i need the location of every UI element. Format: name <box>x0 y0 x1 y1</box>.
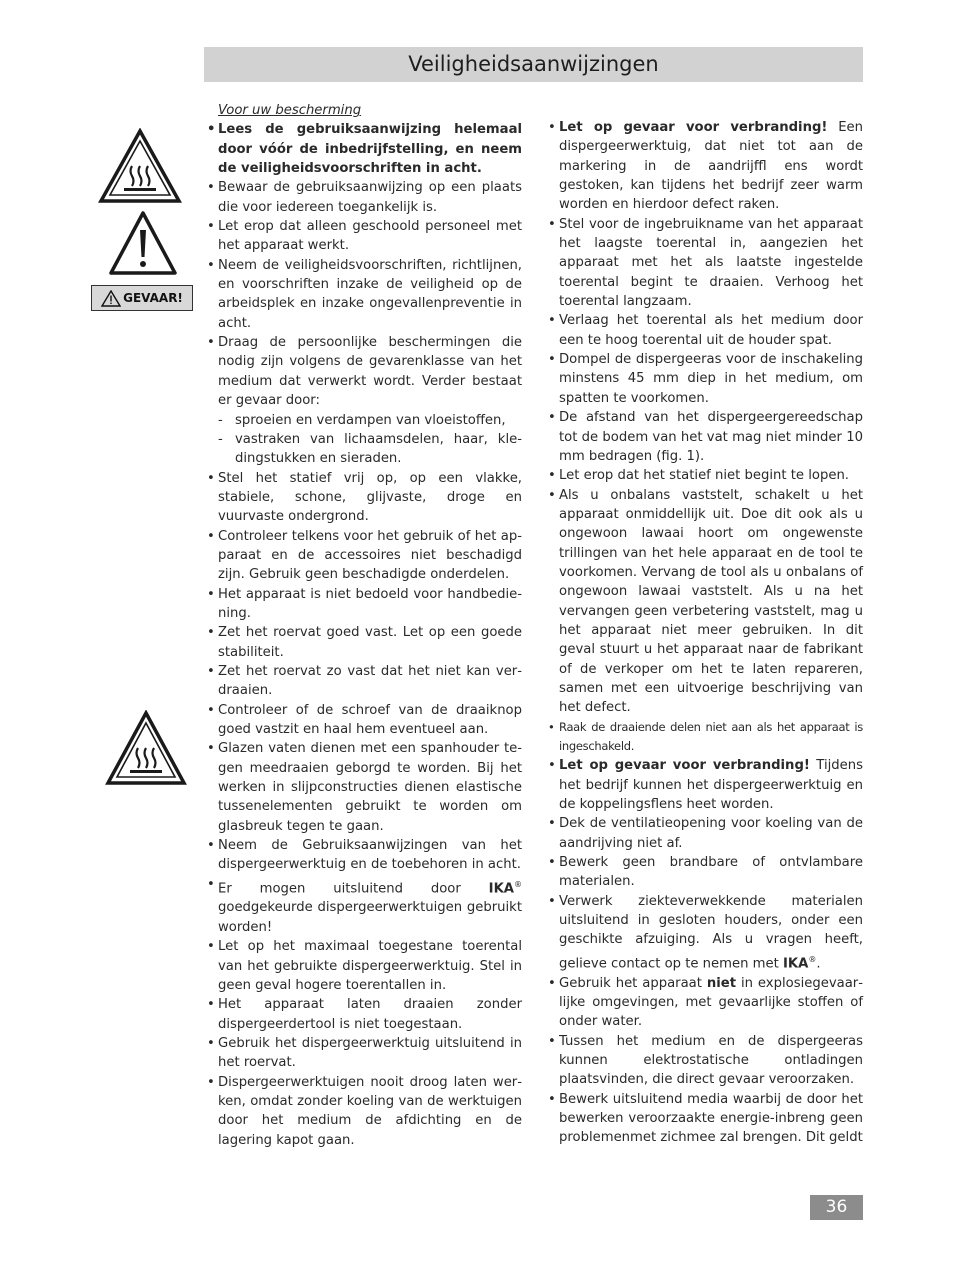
list-item: • Controleer telkens voor het gebruik of het apparaat en de accessoires niet beschadigd zijn. Gebruik geen beschadigde onderdelen. <box>205 527 522 585</box>
list-item: • Bewerk uitsluitend media waarbij de door het bewerken veroorzaakte energie-inbreng geen problemenmet zichmee zal brengen. Dit geldt <box>546 1090 863 1148</box>
list-item: • Dispergeerwerktuigen nooit droog laten werken, omdat zonder koeling van de werktuigen door het medium de afdichting en de lagering kapot gaan. <box>205 1073 522 1150</box>
registered-mark: ® <box>514 879 522 889</box>
burn-warning: Let op gevaar voor verbranding! <box>559 120 828 135</box>
section-header <box>204 47 863 82</box>
danger-label: GEVAAR! <box>123 291 183 305</box>
text: Een dispergeerwerktuig, dat niet tot aan de markering in de aandrijffl ens wordt gestoken, kan tijdens het bedrijf zeer warm worden en hierdoor defect raken. <box>559 120 863 213</box>
list-item: • Het apparaat laten draaien zonder dispergeerdertool is niet toegestaan. <box>205 995 522 1034</box>
list-item: • Let op het maximaal toegestane toerental van het gebruikte dispergeerwerktuig. Stel in geen geval hogere toerentallen in. <box>205 937 522 995</box>
list-item: • Glazen vaten dienen met een spanhouder tegen meedraaien geborgd te worden. Bij het werken in slijpconstructies dienen elastische tussenelementen gebruikt te worden om glasbreuk tegen te gaan. <box>205 739 522 836</box>
burn-warning: Let op gevaar voor verbranding! <box>559 758 810 774</box>
text: Verwerk ziekteverwekkende materialen uitsluitend in gesloten houders, onder een geschikte afzuiging. Als u vragen heeft, gelieve contact op te nemen met <box>559 893 863 972</box>
list-item <box>546 756 863 814</box>
right-column <box>546 118 863 1148</box>
list-item: • Stel voor de ingebruikname van het apparaat het laagste toerental in, aangezien het apparaat met het als laatste ingestelde toerental begint te draaien. Verhoog het toerental langzaam. <box>546 215 863 312</box>
list-item <box>546 892 863 974</box>
text: Tijdens het bedrijf kunnen het dispergeerwerktuig en de koppelingsflens heet worden. <box>559 758 863 813</box>
list-item <box>546 974 863 1032</box>
page-title: Veiligheidsaanwijzingen <box>408 52 659 76</box>
hot-surface-icon <box>98 128 182 204</box>
list-item: • Stel het statief vrij op, op een vlakke, stabiele, schone, glijvaste, droge en vuurvaste ondergrond. <box>205 469 522 527</box>
list-item: • Zet het roervat goed vast. Let op een goede stabiliteit. <box>205 623 522 662</box>
danger-badge <box>91 285 193 311</box>
small-warning-icon <box>101 290 121 307</box>
left-column <box>205 101 522 1150</box>
list-item: • Verlaag het toerental als het medium door een te hoog toerental uit de houder spat. <box>546 311 863 350</box>
list-item: • Bewaar de gebruiksaanwijzing op een plaats die voor iedereen toegankelijk is. <box>205 178 522 217</box>
list-item: • Lees de gebruiksaanwijzing helemaal door vóór de inbedrijfstelling, en neem de veiligheidsvoorschriften in acht. <box>205 120 522 178</box>
list-item: • Controleer of de schroef van de draaiknop goed vastzit en haal hem eventueel aan. <box>205 701 522 740</box>
list-item: • Dompel de dispergeeras voor de inschakeling minstens 45 mm diep in het medium, om spatten te voorkomen. <box>546 350 863 408</box>
list-item: • Raak de draaiende delen niet aan als het apparaat is ingeschakeld. <box>546 718 863 757</box>
text: . <box>816 956 821 972</box>
exclamation-warning-icon <box>108 210 178 276</box>
text: Er mogen uitsluitend door <box>218 881 489 897</box>
list-item: • Gebruik het dispergeerwerktuig uitsluitend in het roervat. <box>205 1034 522 1073</box>
list-item: • Zet het roervat zo vast dat het niet kan verdraaien. <box>205 662 522 701</box>
dash-item: - vastraken van lichaamsdelen, haar, kledingstukken en sieraden. <box>205 430 522 469</box>
text: Gebruik het apparaat <box>559 975 707 991</box>
text: in explosiegevaarlijke omgevingen, met gevaarlijke stoffen of onder water. <box>559 975 863 1030</box>
list-item: • Neem de veiligheidsvoorschriften, richtlijnen, en voorschriften inzake de veiligheid op de arbeidsplek en inzake ongevallenpreventie in acht. <box>205 256 522 333</box>
list-item: • Tussen het medium en de dispergeeras kunnen elektrostatische ontladingen plaatsvinden, die direct gevaar veroorzaken. <box>546 1032 863 1090</box>
list-item: • Als u onbalans vaststelt, schakelt u het apparaat onmiddellijk uit. Doe dit ook als u ongewoon lawaai hoort om ongewenste trillingen van het hele apparaat en de tool te voorkomen. Vervang de tool als u onbalans of ongewoon lawaai vaststelt. Als u na het vervangen geen verbetering vaststelt, mag u het apparaat niet meer gebruiken. In dit geval stuurt u het apparaat naar de fabrikant of de verkoper om het te laten repareren, samen met een uitvoerige beschrijving van het defect. <box>546 486 863 718</box>
brand-ika: IKA <box>488 881 514 897</box>
page-number: 36 <box>810 1195 863 1220</box>
list-item: • Neem de Gebruiksaanwijzingen van het dispergeerwerktuig en de toebehoren in acht. <box>205 836 522 875</box>
list-item: • Draag de persoonlijke beschermingen die nodig zijn volgens de gevarenklasse van het medium dat verwerkt wordt. Verder bestaat er gevaar door: <box>205 333 522 410</box>
list-item: • Dek de ventilatieopening voor koeling van de aandrijving niet af. <box>546 814 863 853</box>
list-item: • Het apparaat is niet bedoeld voor handbediening. <box>205 585 522 624</box>
list-item: • Let erop dat alleen geschoold personeel met het apparaat werkt. <box>205 217 522 256</box>
emphasis: niet <box>706 975 737 991</box>
list-item: • Let erop dat het statief niet begint te lopen. <box>546 466 863 485</box>
text: goedgekeurde dispergeerwerktuigen gebruikt worden! <box>218 900 522 935</box>
dash-item: - sproeien en verdampen van vloeistoffen, <box>205 411 522 430</box>
list-item: • De afstand van het dispergeergereedschap tot de bodem van het vat mag niet minder 10 mm bedragen (fig. 1). <box>546 408 863 466</box>
list-item <box>546 118 863 215</box>
list-item <box>205 875 522 937</box>
section-subtitle: Voor uw bescherming <box>218 103 362 118</box>
brand-ika: IKA <box>783 956 809 972</box>
registered-mark: ® <box>808 954 817 964</box>
list-item: • Bewerk geen brandbare of ontvlambare materialen. <box>546 853 863 892</box>
hot-surface-icon <box>105 710 187 786</box>
